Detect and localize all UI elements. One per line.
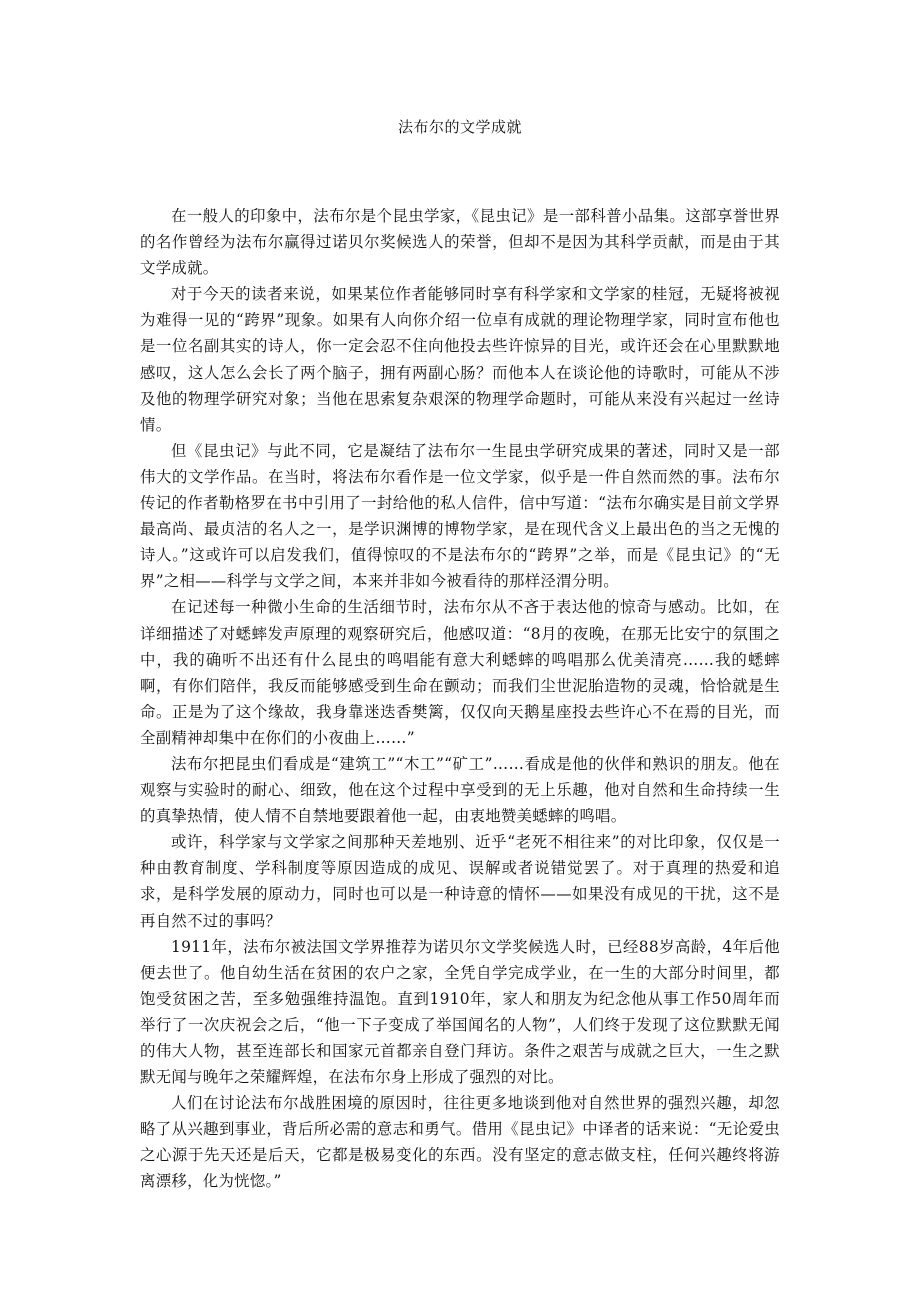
paragraph: 法布尔把昆虫们看成是“建筑工”“木工”“矿工”……看成是他的伙伴和熟识的朋友。他在观察与实验时的耐心、细致，他在这个过程中享受到的无上乐趣，他对自然和生命持续一生的真挚热情，使人情不自禁地要跟着他一起，由衷地赞美蟋蟀的鸣唱。 <box>140 754 780 826</box>
paragraph: 在记述每一种微小生命的生活细节时，法布尔从不吝于表达他的惊奇与感动。比如，在详细描述了对蟋蟀发声原理的观察研究后，他感叹道：“8月的夜晚，在那无比安宁的氛围之中，我的确听不出还有什么昆虫的鸣唱能有意大利蟋蟀的鸣唱那么优美清亮……我的蟋蟀啊，有你们陪伴，我反而能够感受到生命在颤动；而我们尘世泥胎造物的灵魂，恰恰就是生命。正是为了这个缘故，我身靠迷迭香樊篱，仅仅向天鹅星座投去些许心不在焉的目光，而全副精神却集中在你们的小夜曲上……” <box>140 598 780 747</box>
paragraph: 1911年，法布尔被法国文学界推荐为诺贝尔文学奖候选人时，已经88岁高龄，4年后他便去世了。他自幼生活在贫困的农户之家，全凭自学完成学业，在一生的大部分时间里，都饱受贫困之苦，至多勉强维持温饱。直到1910年，家人和朋友为纪念他从事工作50周年而举行了一次庆祝会之后，“他一下子变成了举国闻名的人物”，人们终于发现了这位默默无闻的伟大人物，甚至连部长和国家元首都亲自登门拜访。条件之艰苦与成就之巨大，一生之默默无闻与晚年之荣耀辉煌，在法布尔身上形成了强烈的对比。 <box>140 937 780 1087</box>
document-title: 法布尔的文学成就 <box>397 118 522 136</box>
paragraph: 但《昆虫记》与此不同，它是凝结了法布尔一生昆虫学研究成果的著述，同时又是一部伟大的文学作品。在当时，将法布尔看作是一位文学家，似乎是一件自然而然的事。法布尔传记的作者勒格罗在书中引用了一封给他的私人信件，信中写道：“法布尔确实是目前文学界最高尚、最贞洁的名人之一，是学识渊博的博物学家，是在现代含义上最出色的当之无愧的诗人。”这或许可以启发我们，值得惊叹的不是法布尔的“跨界”之举，而是《昆虫记》的“无界”之相——科学与文学之间，本来并非如今被看待的那样泾渭分明。 <box>140 441 780 591</box>
paragraph: 人们在讨论法布尔战胜困境的原因时，往往更多地谈到他对自然世界的强烈兴趣，却忽略了从兴趣到事业，背后所必需的意志和勇气。借用《昆虫记》中译者的话来说：“无论爱虫之心源于先天还是后天，它都是极易变化的东西。没有坚定的意志做支柱，任何兴趣终将游离漂移，化为恍惚。” <box>140 1094 780 1191</box>
paragraph: 在一般人的印象中，法布尔是个昆虫学家，《昆虫记》是一部科普小品集。这部享誉世界的名作曾经为法布尔赢得过诺贝尔奖候选人的荣誉，但却不是因为其科学贡献，而是由于其文学成就。 <box>140 207 780 278</box>
paragraph: 对于今天的读者来说，如果某位作者能够同时享有科学家和文学家的桂冠，无疑将被视为难得一见的“跨界”现象。如果有人向你介绍一位卓有成就的理论物理学家，同时宣布他也是一位名副其实的诗人，你一定会忍不住向他投去些许惊异的目光，或许还会在心里默默地感叹，这人怎么会长了两个脑子，拥有两副心肠？而他本人在谈论他的诗歌时，可能从不涉及他的物理学研究对象；当他在思索复杂艰深的物理学命题时，可能从来没有兴起过一丝诗情。 <box>140 285 780 434</box>
paragraph: 或许，科学家与文学家之间那种天差地别、近乎“老死不相往来”的对比印象，仅仅是一种由教育制度、学科制度等原因造成的成见、误解或者说错觉罢了。对于真理的热爱和追求，是科学发展的原动力，同时也可以是一种诗意的情怀——如果没有成见的干扰，这不是再自然不过的事吗？ <box>140 833 780 930</box>
document-body <box>140 203 780 1195</box>
